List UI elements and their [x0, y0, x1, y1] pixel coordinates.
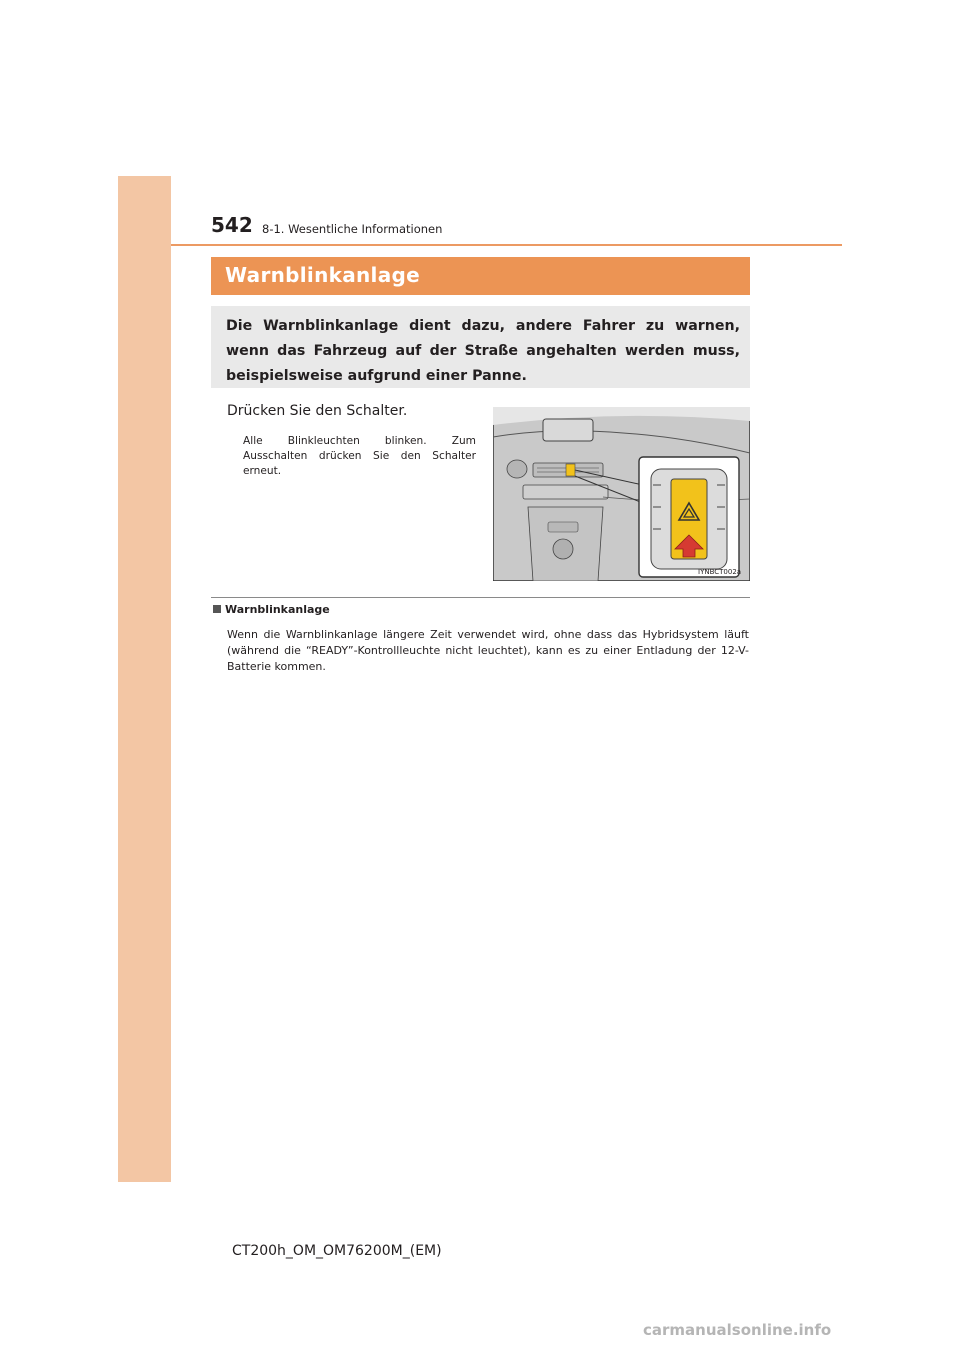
- square-bullet-icon: [213, 605, 221, 613]
- page-number: 542: [211, 213, 253, 237]
- section-title-bar: [211, 257, 750, 295]
- footer-document-code: CT200h_OM_OM76200M_(EM): [232, 1243, 442, 1259]
- step-instruction: Drücken Sie den Schalter.: [227, 403, 408, 419]
- chapter-side-band: [118, 176, 171, 1182]
- hazard-switch-illustration: [493, 407, 750, 581]
- note-heading: Warnblinkanlage: [225, 603, 330, 616]
- intro-box: [211, 306, 750, 388]
- section-title: Warnblinkanlage: [225, 263, 420, 287]
- header-divider: [171, 244, 842, 246]
- watermark: carmanualsonline.info: [643, 1321, 832, 1339]
- section-label: 8-1. Wesentliche Informationen: [262, 222, 443, 236]
- intro-text: Die Warnblinkanlage dient dazu, andere Fahrer zu warnen, wenn das Fahrzeug auf der Straße angehalten werden muss, beispielsweise aufgrund einer Panne.: [226, 318, 740, 384]
- figure-code: IYNBCT002a: [698, 568, 742, 576]
- note-divider: [211, 597, 750, 598]
- step-detail: Alle Blinkleuchten blinken. Zum Ausschalten drücken Sie den Schalter erneut.: [243, 435, 476, 477]
- note-body: Wenn die Warnblinkanlage längere Zeit verwendet wird, ohne dass das Hybridsystem läuft (während die “READY”-Kontrollleuchte nicht leuchtet), kann es zu einer Entladung der 12-V-Batterie kommen.: [227, 628, 749, 673]
